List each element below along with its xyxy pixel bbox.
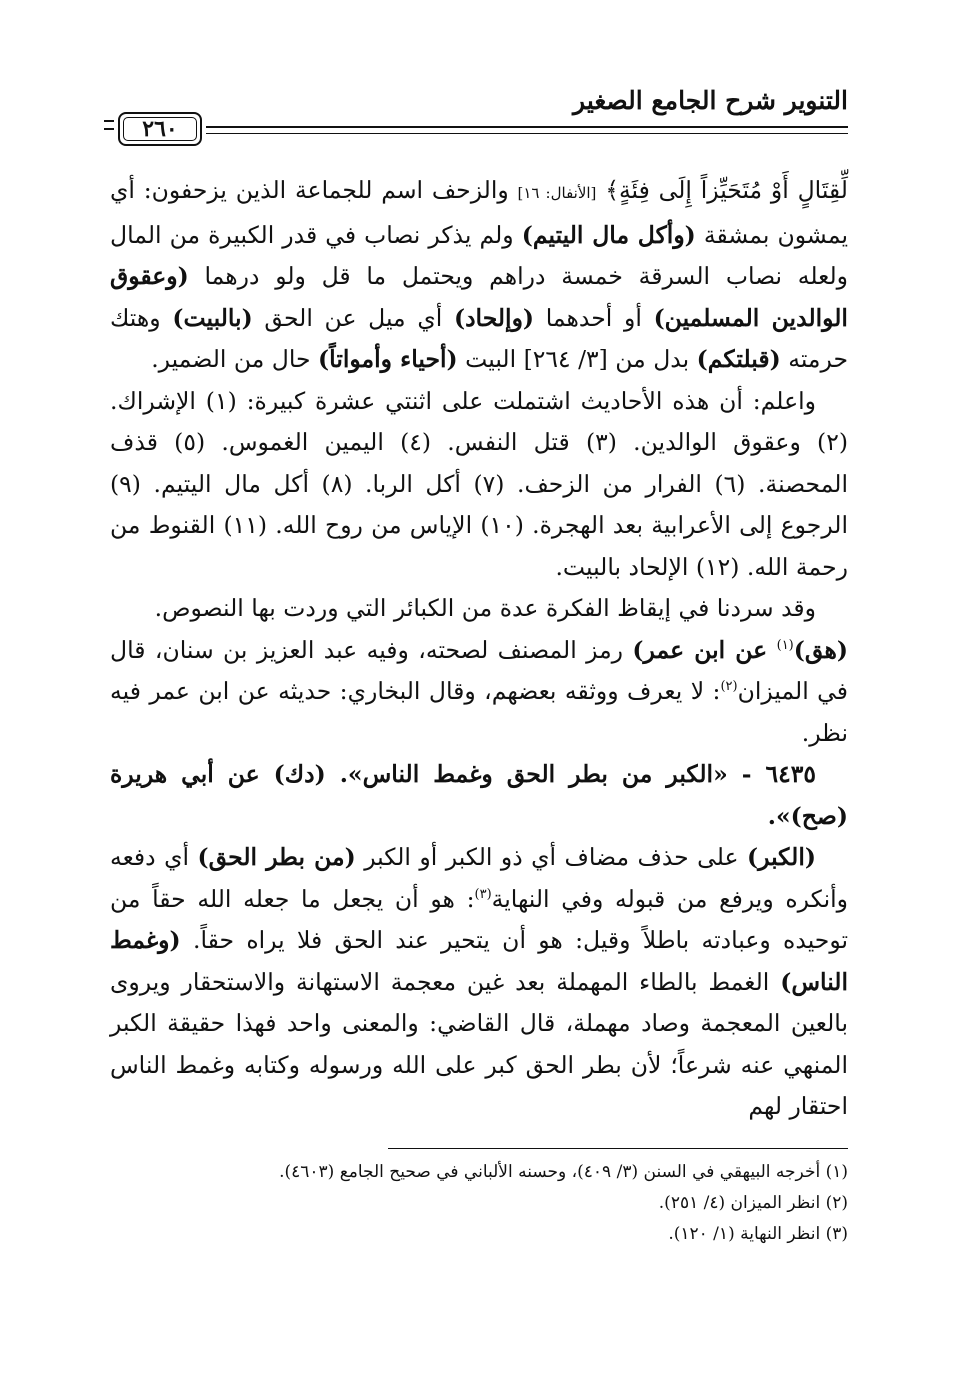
main-text (110, 170, 848, 1128)
keyword: (وإلحاد) (453, 303, 535, 332)
text-run: الغمط بالطاء المهملة بعد غين معجمة الاستهانة والاستحقار ويروى بالعين المعجمة وصاد مهملة، قال القاضي: والمعنى واحد فهذا حقيقة الكبر المنهي عنه شرعاً؛ لأن بطر الحق كبر على الله ورسوله وكتابه وغمط الناس احتقار لهم (110, 967, 848, 1120)
text-run: أي ميل عن الحق (264, 303, 443, 332)
text-run: أو أحدهما (545, 303, 642, 332)
book-title: التنوير شرح الجامع الصغير (573, 86, 848, 115)
keyword: (أحياء وأمواتاً) (318, 345, 458, 373)
footnote-marker-2: (٢) (720, 679, 738, 695)
footnote-marker-1: (١) (776, 637, 794, 653)
text-run: والزحف اسم للجماعة الذين يزحفون: أي يمشون بمشقة (110, 176, 848, 249)
header-dash-mark (104, 120, 114, 130)
text-run: أي دفعه وأنكره ويرفع من قبوله وفي النهاية (110, 843, 849, 913)
keyword: (وغمط الناس) (110, 926, 848, 996)
footnote-3: (٣) انظر النهاية (١/ ١٢٠). (668, 1223, 848, 1244)
text-run: : لا يعرف ووثقه بعضهم، وقال البخاري: حديثه عن ابن عمر فيه نظر. (110, 677, 848, 747)
keyword: (قبلتكم) (696, 345, 781, 373)
keyword: (وأكل مال اليتيم) (521, 220, 696, 249)
source-code: (هق) (793, 635, 848, 664)
footnote-marker-3: (٣) (474, 886, 492, 902)
keyword: (من بطر الحق) (197, 843, 356, 871)
verse-reference: [الأنفال: ١٦] (517, 184, 597, 202)
footnote-1: (١) أخرجه البيهقي في السنن (٣/ ٤٠٩)، وحسنه الألباني في صحيح الجامع (٤٦٠٣). (279, 1161, 848, 1182)
keyword: (بالبيت) (172, 303, 253, 332)
footnote-separator (388, 1148, 848, 1149)
paragraph-1 (110, 170, 848, 381)
text-run: : هو أن يجعل ما جعله الله حقاً من توحيده وعبادته باطلاً وقيل: هو أن يتحير عند الحق فلا يراه حقاً. (110, 884, 848, 954)
hadith-number: ٦٤٣٥ (765, 760, 816, 788)
running-header (110, 82, 848, 144)
keyword: عن ابن عمر) (632, 635, 768, 664)
page-number: ٢٦٠ (142, 116, 178, 142)
book-page (110, 82, 848, 1322)
header-rule (206, 126, 848, 134)
paragraph-2: واعلم: أن هذه الأحاديث اشتملت على اثنتي عشرة كبيرة: (١) الإشراك. (٢) وعقوق الوالدين. (٣) قتل النفس. (٤) اليمين الغموس. (٥) قذف المحصنة. (٦) الفرار من الزحف. (٧) أكل الربا. (٨) أكل مال اليتيم. (٩) الرجوع إلى الأعرابية بعد الهجرة. (١٠) الإياس من روح الله. (١١) القنوط من رحمة الله. (١٢) الإلحاد بالبيت. (110, 386, 848, 581)
text-run: على حذف مضاف أي ذو الكبر أو الكبر (364, 843, 739, 871)
page-number-frame (118, 112, 202, 146)
text-run: وهتك حرمته (110, 303, 848, 373)
text-run: رمز المصنف لصحته، وفيه عبد العزيز بن سنان، قال في الميزان (110, 635, 848, 705)
paragraph-4 (110, 630, 848, 755)
keyword: (وعقوق الوالدين المسلمين) (110, 262, 848, 332)
quran-verse: لِّقِتَالٍ أَوْ مُتَحَيِّزاً إِلَى فِئَةٍ﴾ (605, 176, 848, 204)
footnote-2: (٢) انظر الميزان (٤/ ٢٥١). (658, 1192, 848, 1213)
text-run: حال من الضمير. (151, 345, 311, 373)
hadith-heading (110, 754, 848, 837)
text-run: ولم يذكر نصاب في قدر الكبيرة من المال ولعله نصاب السرقة خمسة دراهم ويحتمل ما قل ولو درهما (110, 220, 848, 290)
footnotes (110, 1157, 848, 1250)
text-run: بدل من [٣/ ٢٦٤] البيت (465, 345, 690, 373)
paragraph-5 (110, 837, 848, 1128)
hadith-text: - «الكبر من بطر الحق وغمط الناس». (دك) عن أبي هريرة (صح)». (110, 760, 848, 830)
paragraph-3: وقد سردنا في إيقاظ الفكرة عدة من الكبائر التي وردت بها النصوص. (154, 594, 816, 622)
keyword: (الكبر) (747, 843, 816, 871)
